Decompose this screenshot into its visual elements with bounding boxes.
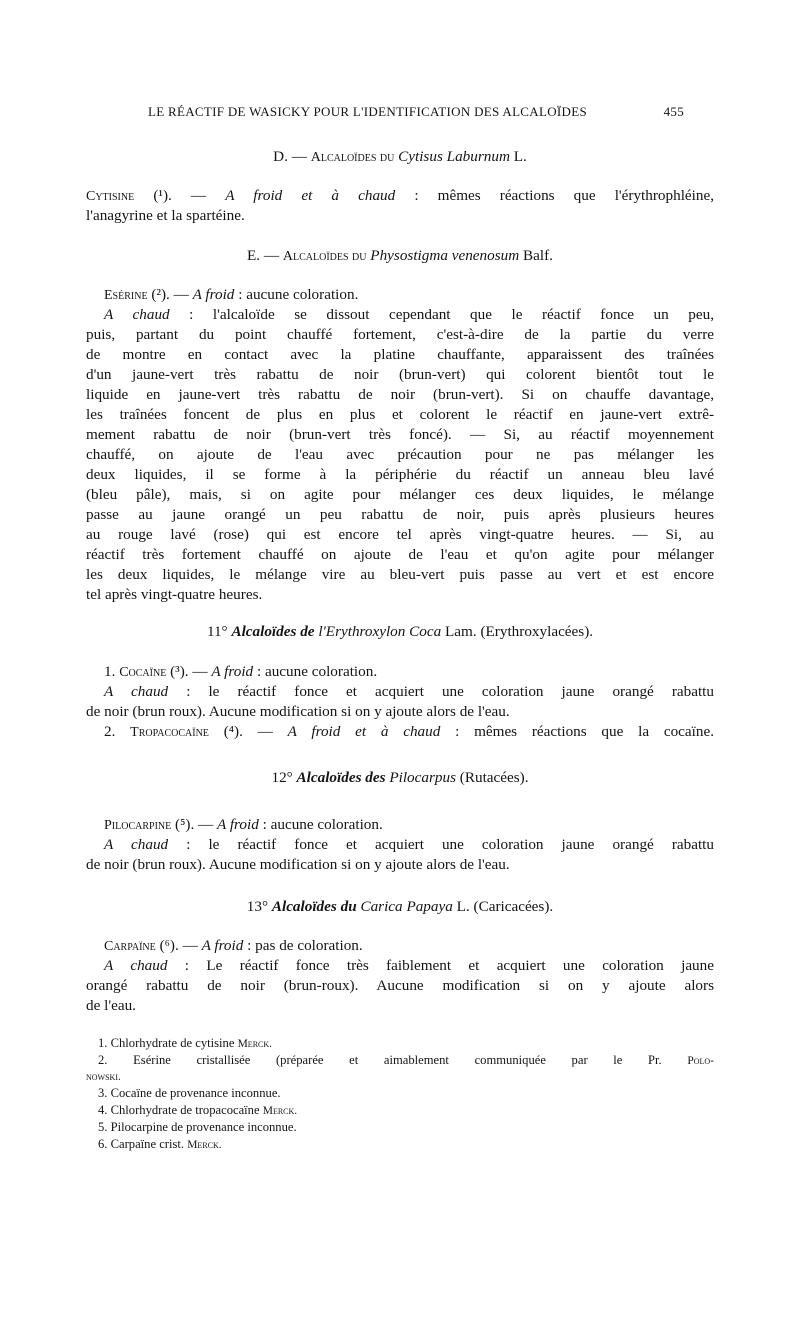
eserine-froid-line: Esérine (²). — A froid : aucune coloration.	[104, 286, 359, 303]
pilocarpine-froid-line: Pilocarpine (⁵). — A froid : aucune coloration.	[104, 816, 383, 833]
running-header	[148, 104, 684, 120]
eserine-line: deux liquides, il se forme à la périphérie du réactif un anneau bleu lavé	[86, 466, 714, 483]
cytisine-paragraph-line-1: Cytisine (¹). — A froid et à chaud : mêmes réactions que l'érythrophléine,	[86, 187, 715, 204]
eserine-line: liquide en jaune-vert très rabattu de noir (brun-vert). Si on chauffe davantage,	[86, 386, 714, 403]
carpaine-line-3: orangé rabattu de noir (brun-roux). Aucune modification si on y ajoute alors	[86, 977, 714, 994]
eserine-line: tel après vingt-quatre heures.	[86, 586, 263, 603]
section-e-heading: E. — Alcaloïdes du Physostigma venenosum Balf.	[247, 247, 553, 264]
page-number: 455	[663, 104, 684, 119]
carpaine-chaud-line: A chaud : Le réactif fonce très faiblement et acquiert une coloration jaune	[104, 957, 714, 974]
eserine-chaud-line-1: A chaud : l'alcaloïde se dissout cependant que le réactif fonce un peu,	[104, 306, 714, 323]
eserine-line: (bleu pâle), mais, si on agite pour mélanger ces deux liquides, le mélange	[86, 486, 714, 503]
tropacocaine-line: 2. Tropacocaïne (⁴). — A froid et à chaud : mêmes réactions que la cocaïne.	[104, 723, 715, 740]
footnote-2: 2. Esérine cristallisée (préparée et aimablement communiquée par le Pr. Polo-	[98, 1053, 714, 1067]
eserine-line: les deux liquides, le mélange vire au bleu-vert puis passe au vert et est encore	[86, 566, 714, 583]
running-title: LE RÉACTIF DE WASICKY POUR L'IDENTIFICATION DES ALCALOÏDES	[148, 104, 587, 119]
cocaine-line-3: de noir (brun roux). Aucune modification si on y ajoute alors de l'eau.	[86, 703, 510, 720]
footnote-1: 1. Chlorhydrate de cytisine Merck.	[98, 1036, 273, 1050]
eserine-line: les traînées foncent de plus en plus et colorent le réactif en jaune-vert extrê-	[86, 406, 714, 423]
section-13-heading: 13° Alcaloïdes du Carica Papaya L. (Caricacées).	[246, 898, 554, 915]
footnote-4: 4. Chlorhydrate de tropacocaïne Merck.	[98, 1103, 298, 1117]
pilocarpine-chaud-line: A chaud : le réactif fonce et acquiert une coloration jaune orangé rabattu	[104, 836, 714, 853]
pilocarpine-line-3: de noir (brun roux). Aucune modification si on y ajoute alors de l'eau.	[86, 856, 510, 873]
carpaine-line-4: de l'eau.	[86, 997, 136, 1014]
footnote-3: 3. Cocaïne de provenance inconnue.	[98, 1086, 281, 1100]
section-12-heading: 12° Alcaloïdes des Pilocarpus (Rutacées).	[271, 769, 529, 786]
footnote-5: 5. Pilocarpine de provenance inconnue.	[98, 1120, 297, 1134]
eserine-line: chauffé, on ajoute de l'eau avec précaution pour ne pas mélanger les	[86, 446, 714, 463]
footnote-6: 6. Carpaïne crist. Merck.	[98, 1137, 222, 1151]
eserine-line: réactif très fortement chauffé on ajoute de l'eau et qu'on agite pour mélanger	[86, 546, 714, 563]
eserine-line: au rouge lavé (rose) qui est encore tel après vingt-quatre heures. — Si, au	[86, 526, 714, 543]
eserine-line: puis, partant du point chauffé fortement, c'est-à-dire de la partie du verre	[86, 326, 714, 343]
carpaine-froid-line: Carpaïne (⁶). — A froid : pas de coloration.	[104, 937, 363, 954]
eserine-line: mement rabattu de noir (brun-vert très foncé). — Si, au réactif moyennement	[86, 426, 714, 443]
eserine-line: d'un jaune-vert très rabattu de noir (brun-vert) qui colorent bientôt tout le	[86, 366, 714, 383]
eserine-line: de montre en contact avec la platine chauffante, apparaissent des traînées	[86, 346, 714, 363]
section-d-heading: D. — Alcaloïdes du Cytisus Laburnum L.	[273, 148, 527, 165]
cocaine-froid-line: 1. Cocaïne (³). — A froid : aucune coloration.	[104, 663, 378, 680]
eserine-line: passe au jaune orangé un peu rabattu de noir, puis après plusieurs heures	[86, 506, 714, 523]
section-11-heading: 11° Alcaloïdes de l'Erythroxylon Coca Lam. (Erythroxylacées).	[206, 623, 594, 640]
cocaine-chaud-line: A chaud : le réactif fonce et acquiert une coloration jaune orangé rabattu	[104, 683, 714, 700]
footnote-2-continued: nowski.	[86, 1071, 121, 1083]
cytisine-paragraph-line-2: l'anagyrine et la spartéine.	[86, 207, 245, 224]
